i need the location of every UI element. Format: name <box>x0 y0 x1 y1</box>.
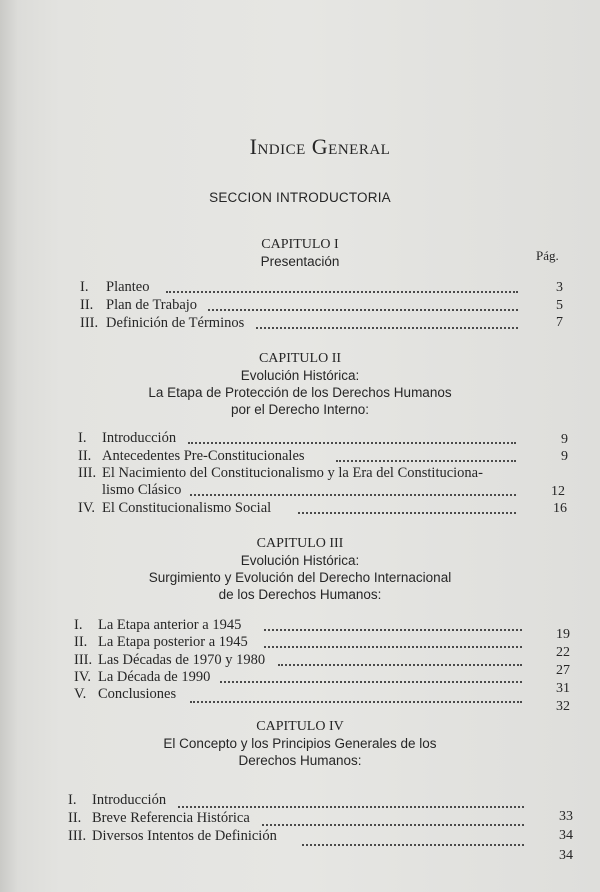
toc-entry[interactable] <box>78 430 520 447</box>
entry-title: Breve Referencia Histórica <box>92 810 250 826</box>
entry-title-continued: lismo Clásico <box>102 482 182 498</box>
entry-number: II. <box>78 448 92 464</box>
entry-number: III. <box>68 828 87 844</box>
leader-dots <box>190 701 522 703</box>
chapter-4-title: CAPITULO IV <box>256 719 344 734</box>
chapter-3-title: CAPITULO III <box>256 536 344 551</box>
leader-dots <box>178 806 524 808</box>
toc-entry[interactable] <box>74 634 526 651</box>
chapter-2-subtitle-line: Evolución Histórica: <box>240 368 360 383</box>
entry-number: V. <box>74 686 87 702</box>
leader-dots <box>188 442 516 444</box>
page-number: 5 <box>556 298 563 313</box>
entry-number: III. <box>78 465 97 481</box>
toc-entry[interactable] <box>78 500 520 517</box>
entry-number: II. <box>80 297 94 313</box>
entry-number: IV. <box>78 500 96 516</box>
leader-dots <box>190 494 516 496</box>
chapter-1-heading <box>0 236 600 270</box>
entry-title: Conclusiones <box>98 686 177 702</box>
entry-number: III. <box>74 652 93 668</box>
toc-entry[interactable] <box>80 279 520 296</box>
chapter-2-heading <box>0 350 600 418</box>
entry-number: IV. <box>74 669 92 685</box>
chapter-3-subtitle-line: Evolución Histórica: <box>240 553 360 568</box>
page-number: 7 <box>556 315 563 330</box>
page-number: 16 <box>553 501 567 516</box>
page-column-label: Pág. <box>536 248 559 263</box>
chapter-4-subtitle-line: El Concepto y los Principios Generales de los <box>163 736 437 751</box>
chapter-4-heading <box>0 718 600 769</box>
entry-title: Las Décadas de 1970 y 1980 <box>98 652 266 668</box>
page-number: 12 <box>551 484 565 499</box>
entry-title: Planteo <box>106 279 150 295</box>
entry-number: III. <box>80 315 99 331</box>
page-number: 22 <box>556 645 570 660</box>
chapter-1-title: CAPITULO I <box>261 237 339 252</box>
chapter-3-subtitle-line: Surgimiento y Evolución del Derecho Internacional <box>148 570 452 585</box>
page-number: 34 <box>559 848 573 863</box>
page-number: 27 <box>556 663 570 678</box>
entry-number: II. <box>68 810 82 826</box>
page-number: 31 <box>556 681 570 696</box>
page-number: 3 <box>556 280 563 295</box>
toc-entry[interactable] <box>74 617 526 634</box>
entry-title: Definición de Términos <box>106 315 245 331</box>
entry-title: Introducción <box>92 792 167 808</box>
leader-dots <box>298 512 516 514</box>
page-number: 9 <box>561 432 568 447</box>
entry-title: El Constitucionalismo Social <box>102 500 272 516</box>
toc-entry[interactable] <box>78 448 520 465</box>
leader-dots <box>264 646 522 648</box>
toc-entry[interactable] <box>80 315 520 332</box>
toc-entry[interactable] <box>68 810 528 827</box>
entry-title: El Nacimiento del Constitucionalismo y la Era del Constituciona- <box>102 465 483 481</box>
leader-dots <box>336 460 516 462</box>
entry-number: I. <box>74 617 83 633</box>
toc-entry[interactable] <box>80 297 520 314</box>
leader-dots <box>302 844 524 846</box>
entry-title: Antecedentes Pre-Constitucionales <box>102 448 305 464</box>
toc-entry[interactable] <box>68 792 528 809</box>
entry-title: Introducción <box>102 430 177 446</box>
entry-title: Diversos Intentos de Definición <box>92 828 277 844</box>
leader-dots <box>264 629 522 631</box>
leader-dots <box>208 309 518 311</box>
chapter-2-subtitle-line: La Etapa de Protección de los Derechos Humanos <box>148 385 452 400</box>
chapter-2-subtitle-line: por el Derecho Interno: <box>230 402 370 417</box>
page-number: 33 <box>559 809 573 824</box>
toc-entry[interactable] <box>74 686 526 703</box>
entry-number: I. <box>80 279 89 295</box>
chapter-3-heading <box>0 535 600 603</box>
chapter-4-subtitle-line: Derechos Humanos: <box>238 753 362 768</box>
entry-title: La Etapa anterior a 1945 <box>98 617 242 633</box>
chapter-3-subtitle-line: de los Derechos Humanos: <box>218 587 382 602</box>
page-number: 32 <box>556 699 570 714</box>
entry-title: La Etapa posterior a 1945 <box>98 634 248 650</box>
toc-entry[interactable] <box>68 828 528 845</box>
leader-dots <box>166 291 518 293</box>
entry-number: I. <box>78 430 87 446</box>
chapter-2-title: CAPITULO II <box>258 351 342 366</box>
toc-entry[interactable] <box>74 652 526 669</box>
page-number: 19 <box>556 627 570 642</box>
toc-entry[interactable] <box>78 465 520 499</box>
page-number: 9 <box>561 449 568 464</box>
toc-entry[interactable] <box>74 669 526 686</box>
page-number: 34 <box>559 828 573 843</box>
leader-dots <box>256 327 518 329</box>
entry-number: II. <box>74 634 88 650</box>
entry-title: Plan de Trabajo <box>106 297 198 313</box>
chapter-1-subtitle: Presentación <box>260 254 340 269</box>
entry-number: I. <box>68 792 77 808</box>
page-title: Indice General <box>249 134 391 159</box>
leader-dots <box>262 824 524 826</box>
entry-title: La Década de 1990 <box>98 669 211 685</box>
section-title: SECCION INTRODUCTORIA <box>209 190 391 205</box>
leader-dots <box>220 681 522 683</box>
leader-dots <box>278 664 522 666</box>
